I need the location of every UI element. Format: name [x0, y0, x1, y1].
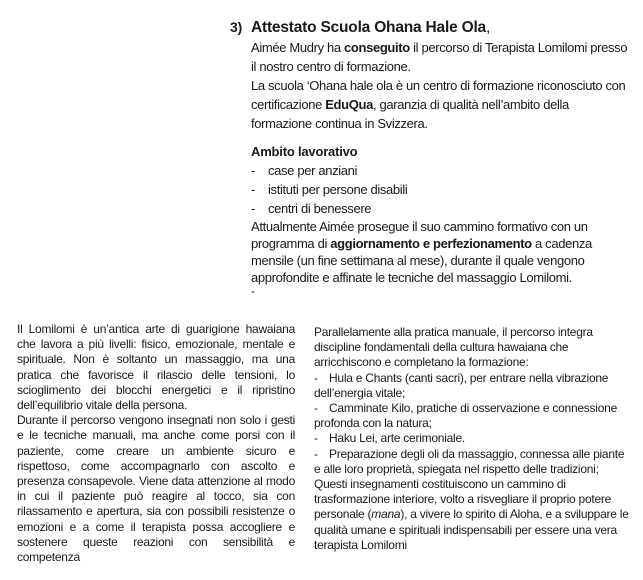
- work-scope-list: [251, 161, 630, 218]
- discipline-item-text: Preparazione degli oli da massaggio, connessa alle piante e alle loro proprietà, spiegata nel rispetto delle tradizioni;: [314, 446, 625, 476]
- discipline-item-text: Camminate Kilo, pratiche di osservazione e connessione profonda con la natura;: [314, 401, 617, 431]
- section-number: 3): [230, 19, 243, 35]
- bullet-dash: -: [251, 163, 255, 178]
- list-item-label: istituti per persone disabili: [268, 182, 408, 197]
- section-title: [251, 18, 490, 38]
- closing-pre: Questi insegnamenti costituiscono un cammino di trasformazione interiore, volto a risvegliare il proprio potere personale (: [314, 477, 612, 522]
- bullet-dash: -: [314, 431, 318, 446]
- work-scope-heading: Ambito lavorativo: [251, 144, 358, 159]
- lomilomi-description-paragraph: Il Lomilomi è un’antica arte di guarigione hawaiana che lavora a più livelli: fisico, emozionale, mentale e spirituale. Non è soltanto un massaggio, ma una pratica che favorisce il rilascio delle tensioni, lo scioglimento dei blocchi energetici e il ripristino dell’equilibrio vitale della persona.: [17, 322, 295, 413]
- school-paragraph: [251, 76, 630, 133]
- left-column: [17, 322, 295, 565]
- training-pre: Attualmente Aimée prosegue il suo cammino formativo con un programma di: [251, 219, 588, 251]
- stray-dash: -: [251, 284, 255, 298]
- right-column: [314, 322, 631, 565]
- intro-post: il percorso di Terapista Lomilomi presso il nostro centro di formazione.: [251, 40, 628, 74]
- intro-pre: Aimée Mudry ha: [251, 40, 345, 55]
- list-item: [251, 180, 630, 199]
- section-body: [251, 38, 630, 296]
- discipline-item: [314, 431, 631, 446]
- list-item: [251, 161, 630, 180]
- school-pre: La scuola ‘Ohana hale ola è un centro di formazione riconosciuto con certificazione: [251, 78, 626, 112]
- discipline-item: [314, 401, 631, 431]
- bullet-dash: -: [251, 201, 255, 216]
- discipline-item: [314, 371, 631, 401]
- intro-paragraph: [251, 38, 630, 76]
- attestato-section: [230, 17, 630, 296]
- school-bold: EduQua: [325, 97, 373, 112]
- section-title-text: Attestato Scuola Ohana Hale Ola: [251, 19, 486, 36]
- closing-italic: mana: [371, 507, 401, 522]
- training-paragraph: [251, 218, 630, 286]
- discipline-item-text: Haku Lei, arte cerimoniale.: [329, 431, 465, 446]
- bullet-dash: -: [314, 370, 318, 385]
- section-heading: [230, 17, 630, 38]
- bullet-dash: -: [314, 401, 318, 416]
- list-item-label: centri di benessere: [268, 201, 372, 216]
- closing-paragraph: [314, 477, 631, 553]
- intro-bold: conseguito: [344, 40, 410, 55]
- school-post: , garanzia di qualità nell’ambito della formazione continua in Svizzera.: [251, 97, 569, 131]
- course-teachings-paragraph: Durante il percorso vengono insegnati non solo i gesti e le tecniche manuali, ma anche come porsi con il paziente, come creare un ambiente sicuro e rispettoso, come accompagnarlo con ascolto e presenza consapevole. Viene data attenzione al modo in cui il paziente può reagire al tocco, sia con rilassamento e apertura, sia con possibili resistenze o emozioni e a come il terapista possa accogliere e sostenere queste reazioni con sensibilità e competenza: [17, 413, 295, 565]
- training-bold: aggiornamento e perfezionamento: [330, 236, 532, 251]
- right-intro-paragraph: Parallelamente alla pratica manuale, il percorso integra discipline fondamentali della cultura hawaiana che arricchiscono e completano la formazione:: [314, 325, 593, 370]
- list-item-label: case per anziani: [268, 163, 358, 178]
- section-title-comma: ,: [485, 19, 491, 36]
- bullet-dash: -: [251, 182, 255, 197]
- training-post: a cadenza mensile (un fine settimana al mese), durante il quale vengono approfondite e affinate le tecniche del massaggio Lomilomi.: [251, 236, 592, 285]
- discipline-item-text: Hula e Chants (canti sacri), per entrare nella vibrazione dell’energia vitale;: [314, 370, 609, 400]
- closing-post: ), a vivere lo spirito di Aloha, e a sviluppare le qualità umane e spirituali indispensabili per essere una vera terapista Lomilomi: [314, 507, 629, 552]
- list-item: [251, 199, 630, 218]
- two-column-section: [17, 322, 631, 565]
- discipline-item: [314, 447, 631, 477]
- bullet-dash: -: [314, 446, 318, 461]
